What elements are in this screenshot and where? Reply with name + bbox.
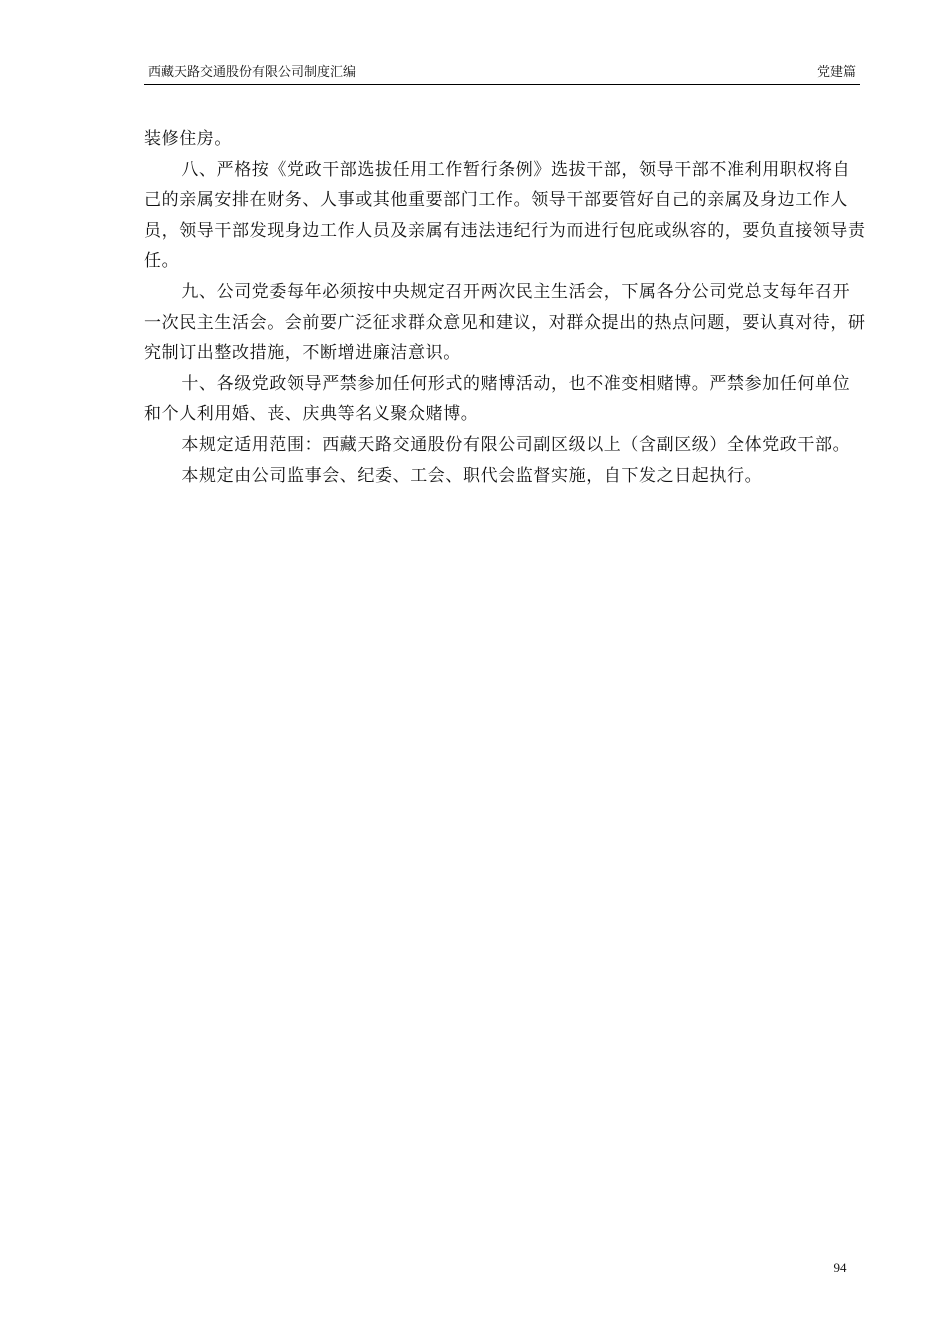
header-section-title: 党建篇 bbox=[816, 65, 856, 80]
header-document-title: 西藏天路交通股份有限公司制度汇编 bbox=[148, 65, 357, 80]
paragraph-scope: 本规定适用范围：西藏天路交通股份有限公司副区级以上（含副区级）全体党政干部。 bbox=[181, 434, 851, 455]
page-number: 94 bbox=[833, 1260, 847, 1275]
page-header bbox=[144, 64, 860, 85]
paragraph-clause-9: 九、公司党委每年必须按中央规定召开两次民主生活会，下属各分公司党总支每年召开一次民主生活会。会前要广泛征求群众意见和建议，对群众提出的热点问题，要认真对待，研究制订出整改措施，不断增进廉洁意识。 bbox=[144, 281, 866, 364]
paragraph-clause-10: 十、各级党政领导严禁参加任何形式的赌博活动，也不准变相赌博。严禁参加任何单位和个人利用婚、丧、庆典等名义聚众赌博。 bbox=[144, 373, 851, 425]
paragraph-implementation: 本规定由公司监事会、纪委、工会、职代会监督实施，自下发之日起执行。 bbox=[181, 465, 763, 486]
paragraph-continuation: 装修住房。 bbox=[144, 129, 232, 149]
paragraph-clause-8: 八、严格按《党政干部选拔任用工作暂行条例》选拔干部，领导干部不准利用职权将自己的亲属安排在财务、人事或其他重要部门工作。领导干部要管好自己的亲属及身边工作人员，领导干部发现身边工作人员及亲属有违法违纪行为而进行包庇或纵容的，要负直接领导责任。 bbox=[144, 159, 866, 272]
document-body bbox=[144, 124, 866, 491]
